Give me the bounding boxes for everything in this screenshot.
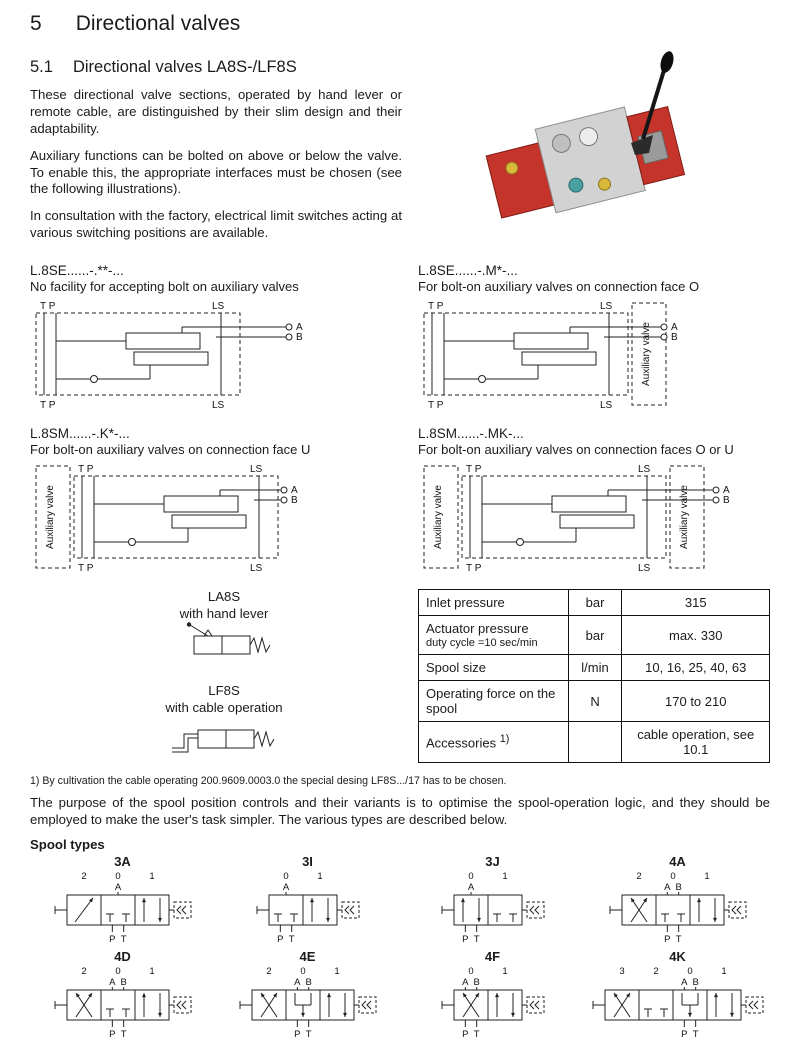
section-title: Directional valves (75, 12, 241, 35)
spec-unit: N (568, 681, 622, 722)
spec-label: Actuator pressure (426, 621, 529, 636)
svg-text:T: T (120, 1029, 127, 1041)
subsection-title: Directional valves LA8S-/LF8S (72, 58, 297, 76)
circuit-diagram-4 (418, 426, 770, 579)
valve-photo (402, 51, 770, 259)
svg-text:2: 2 (652, 966, 659, 978)
port-label-b: B (291, 495, 298, 506)
svg-text:B: B (691, 977, 699, 989)
symbol-caption: with cable operation (165, 699, 283, 715)
spec-sublabel: duty cycle =10 sec/min (426, 637, 538, 649)
svg-text:T: T (288, 934, 295, 946)
symbol-name: LA8S (207, 589, 241, 604)
port-label: LS (212, 301, 225, 312)
spec-label: Accessories (426, 735, 497, 751)
svg-text:0: 0 (299, 966, 306, 978)
intro-paragraph: In consultation with the factory, electrical limit switches acting at various switching positions are available. (30, 208, 402, 241)
intro-block (30, 87, 770, 259)
port-label: T P (78, 563, 94, 574)
port-label: LS (638, 464, 651, 475)
symbol-caption: with hand lever (179, 605, 269, 621)
spool-type-name: 4F (484, 949, 501, 965)
diagram-caption: For bolt-on auxiliary valves on connection faces O or U (418, 442, 734, 457)
svg-text:P: P (461, 934, 469, 946)
spool-symbol-4A (604, 869, 752, 947)
port-label: T P (40, 400, 56, 411)
spec-value: 315 (622, 590, 770, 616)
hydraulic-schematic (30, 297, 330, 411)
svg-text:1: 1 (148, 871, 155, 883)
footnote-marker: 1) (499, 733, 510, 746)
spool-type-name: 4K (669, 949, 686, 965)
spool-symbol-3A (49, 869, 197, 947)
auxiliary-valve-label: Auxiliary valve (679, 485, 690, 549)
svg-text:2: 2 (265, 966, 272, 978)
auxiliary-valve-label: Auxiliary valve (641, 322, 652, 386)
svg-text:T: T (473, 934, 480, 946)
port-label: LS (250, 563, 263, 574)
spool-type-name: 4E (299, 949, 316, 965)
svg-text:A: A (680, 977, 688, 989)
symbol-lf8s (164, 683, 284, 767)
circuit-diagram-1 (30, 263, 418, 416)
spool-symbol-4F (436, 964, 550, 1042)
intro-paragraph: These directional valve sections, operated by hand lever or remote cable, are distinguished by their slim design and their adaptability. (30, 87, 402, 136)
spool-types-grid (30, 854, 770, 1042)
hydraulic-schematic (418, 460, 758, 574)
circuit-diagram-2 (418, 263, 770, 416)
port-label: T P (428, 400, 444, 411)
svg-text:B: B (119, 977, 127, 989)
spec-label: Spool size (426, 660, 486, 675)
spool-symbol-diagram (215, 964, 400, 1042)
svg-text:3: 3 (618, 966, 625, 978)
spool-type-cell (215, 949, 400, 1042)
spool-types-heading: Spool types (30, 837, 105, 853)
port-label-b: B (671, 332, 678, 343)
svg-text:1: 1 (703, 871, 710, 883)
circuit-diagram-grid (30, 263, 770, 579)
svg-text:P: P (461, 1029, 469, 1041)
spool-type-cell (400, 854, 585, 947)
spec-value: 10, 16, 25, 40, 63 (622, 655, 770, 681)
spool-symbol-3J (436, 869, 550, 947)
port-label-a: A (291, 485, 298, 496)
svg-text:A: A (467, 882, 474, 894)
svg-text:P: P (293, 1029, 301, 1041)
spool-symbol-diagram (585, 869, 770, 947)
port-label-b: B (296, 332, 303, 343)
svg-text:1: 1 (333, 966, 340, 978)
model-code: L.8SM......-.MK-... (418, 426, 524, 441)
section-number: 5 (30, 12, 42, 35)
spool-symbol-diagram (400, 964, 585, 1042)
spec-unit: bar (568, 590, 622, 616)
hydraulic-schematic (30, 460, 330, 574)
footnote: 1) By cultivation the cable operating 200.9609.0003.0 the special desing LF8S.../17 has to be chosen. (30, 775, 507, 787)
table-row (419, 722, 770, 763)
spool-symbol-diagram (400, 869, 585, 947)
svg-text:A: A (461, 977, 469, 989)
model-code: L.8SM......-.K*-... (30, 426, 130, 441)
svg-text:0: 0 (114, 966, 121, 978)
valve-photo-illustration (471, 51, 701, 241)
spool-intro-paragraph: The purpose of the spool position controls and their variants is to optimise the spool-operation logic, and they should be employed to make the user's task simpler. The various types are described below. (30, 795, 770, 828)
spool-symbol-4E (234, 964, 382, 1042)
port-label: LS (600, 301, 613, 312)
subsection-number: 5.1 (30, 58, 53, 76)
spool-symbol-4D (49, 964, 197, 1042)
spool-type-cell (585, 949, 770, 1042)
symbol-la8s (164, 589, 284, 673)
cable-operation-symbol (164, 716, 284, 762)
auxiliary-valve-label: Auxiliary valve (433, 485, 444, 549)
spool-type-cell (400, 949, 585, 1042)
spec-label: Inlet pressure (426, 595, 505, 610)
svg-text:B: B (304, 977, 312, 989)
svg-text:P: P (680, 1029, 688, 1041)
svg-text:0: 0 (467, 871, 474, 883)
spool-type-cell (30, 854, 215, 947)
spec-unit: l/min (568, 655, 622, 681)
lever-knob (658, 51, 676, 74)
spool-type-name: 3I (302, 854, 313, 870)
svg-text:1: 1 (148, 966, 155, 978)
spec-value: max. 330 (622, 616, 770, 655)
spool-type-name: 4D (114, 949, 131, 965)
port-label: T P (428, 301, 444, 312)
svg-text:T: T (692, 1029, 699, 1041)
svg-text:0: 0 (114, 871, 121, 883)
specification-table-wrap (418, 589, 770, 767)
spec-label: Operating force on the spool (426, 686, 556, 716)
diagram-caption: No facility for accepting bolt on auxiliary valves (30, 279, 299, 294)
svg-text:A: A (114, 882, 121, 894)
spool-type-name: 3J (485, 854, 500, 870)
svg-text:B: B (472, 977, 480, 989)
table-row (419, 681, 770, 722)
spool-symbol-diagram (30, 869, 215, 947)
hydraulic-schematic (418, 297, 718, 411)
circuit-diagram-3 (30, 426, 418, 579)
spool-symbol-3I (251, 869, 365, 947)
port-label: T P (466, 464, 482, 475)
port-label-a: A (723, 485, 730, 496)
spec-unit: bar (568, 616, 622, 655)
model-code: L.8SE......-.**-... (30, 263, 124, 278)
svg-text:P: P (663, 934, 671, 946)
svg-text:0: 0 (467, 966, 474, 978)
port-label: LS (250, 464, 263, 475)
spool-type-name: 4A (669, 854, 686, 870)
port-label: LS (600, 400, 613, 411)
intro-text (30, 87, 402, 259)
svg-text:A: A (108, 977, 116, 989)
spool-symbol-4K (587, 964, 769, 1042)
section-heading (30, 12, 770, 36)
spec-value: cable operation, see 10.1 (622, 722, 770, 763)
table-row (419, 616, 770, 655)
diagram-caption: For bolt-on auxiliary valves on connection face U (30, 442, 311, 457)
svg-text:T: T (675, 934, 682, 946)
spool-type-name: 3A (114, 854, 131, 870)
symbols-and-specs (30, 589, 770, 767)
svg-text:1: 1 (501, 966, 508, 978)
port-label-b: B (723, 495, 730, 506)
port-label-a: A (671, 322, 678, 333)
svg-text:2: 2 (80, 966, 87, 978)
svg-text:1: 1 (720, 966, 727, 978)
auxiliary-valve-label: Auxiliary valve (45, 485, 56, 549)
svg-text:P: P (276, 934, 284, 946)
spec-unit (568, 722, 622, 763)
spool-symbol-diagram (30, 964, 215, 1042)
specification-table (418, 589, 770, 763)
svg-text:2: 2 (80, 871, 87, 883)
svg-text:A: A (293, 977, 301, 989)
svg-text:2: 2 (635, 871, 642, 883)
svg-text:T: T (473, 1029, 480, 1041)
port-label: T P (40, 301, 56, 312)
spool-type-cell (30, 949, 215, 1042)
valve-symbols-column (30, 589, 418, 767)
port-label: T P (466, 563, 482, 574)
spool-type-cell (585, 854, 770, 947)
svg-text:A: A (663, 882, 671, 894)
svg-text:1: 1 (316, 871, 323, 883)
hand-lever-symbol (164, 622, 284, 668)
diagram-caption: For bolt-on auxiliary valves on connection face O (418, 279, 700, 294)
svg-text:P: P (108, 934, 116, 946)
port-label: T P (78, 464, 94, 475)
port-label: LS (212, 400, 225, 411)
svg-text:T: T (305, 1029, 312, 1041)
svg-text:0: 0 (282, 871, 289, 883)
svg-text:B: B (674, 882, 682, 894)
svg-text:1: 1 (501, 871, 508, 883)
svg-text:0: 0 (669, 871, 676, 883)
spool-type-cell (215, 854, 400, 947)
svg-text:P: P (108, 1029, 116, 1041)
port-label: LS (638, 563, 651, 574)
svg-text:T: T (120, 934, 127, 946)
symbol-name: LF8S (208, 683, 240, 698)
spool-symbol-diagram (215, 869, 400, 947)
port-label-a: A (296, 322, 303, 333)
spool-symbol-diagram (585, 964, 770, 1042)
table-row (419, 590, 770, 616)
model-code: L.8SE......-.M*-... (418, 263, 518, 278)
intro-paragraph: Auxiliary functions can be bolted on above or below the valve. To enable this, the appropriate interfaces must be chosen (see the following illustrations). (30, 147, 402, 197)
table-row (419, 655, 770, 681)
spec-value: 170 to 210 (622, 681, 770, 722)
svg-text:A: A (282, 882, 289, 894)
svg-text:0: 0 (686, 966, 693, 978)
